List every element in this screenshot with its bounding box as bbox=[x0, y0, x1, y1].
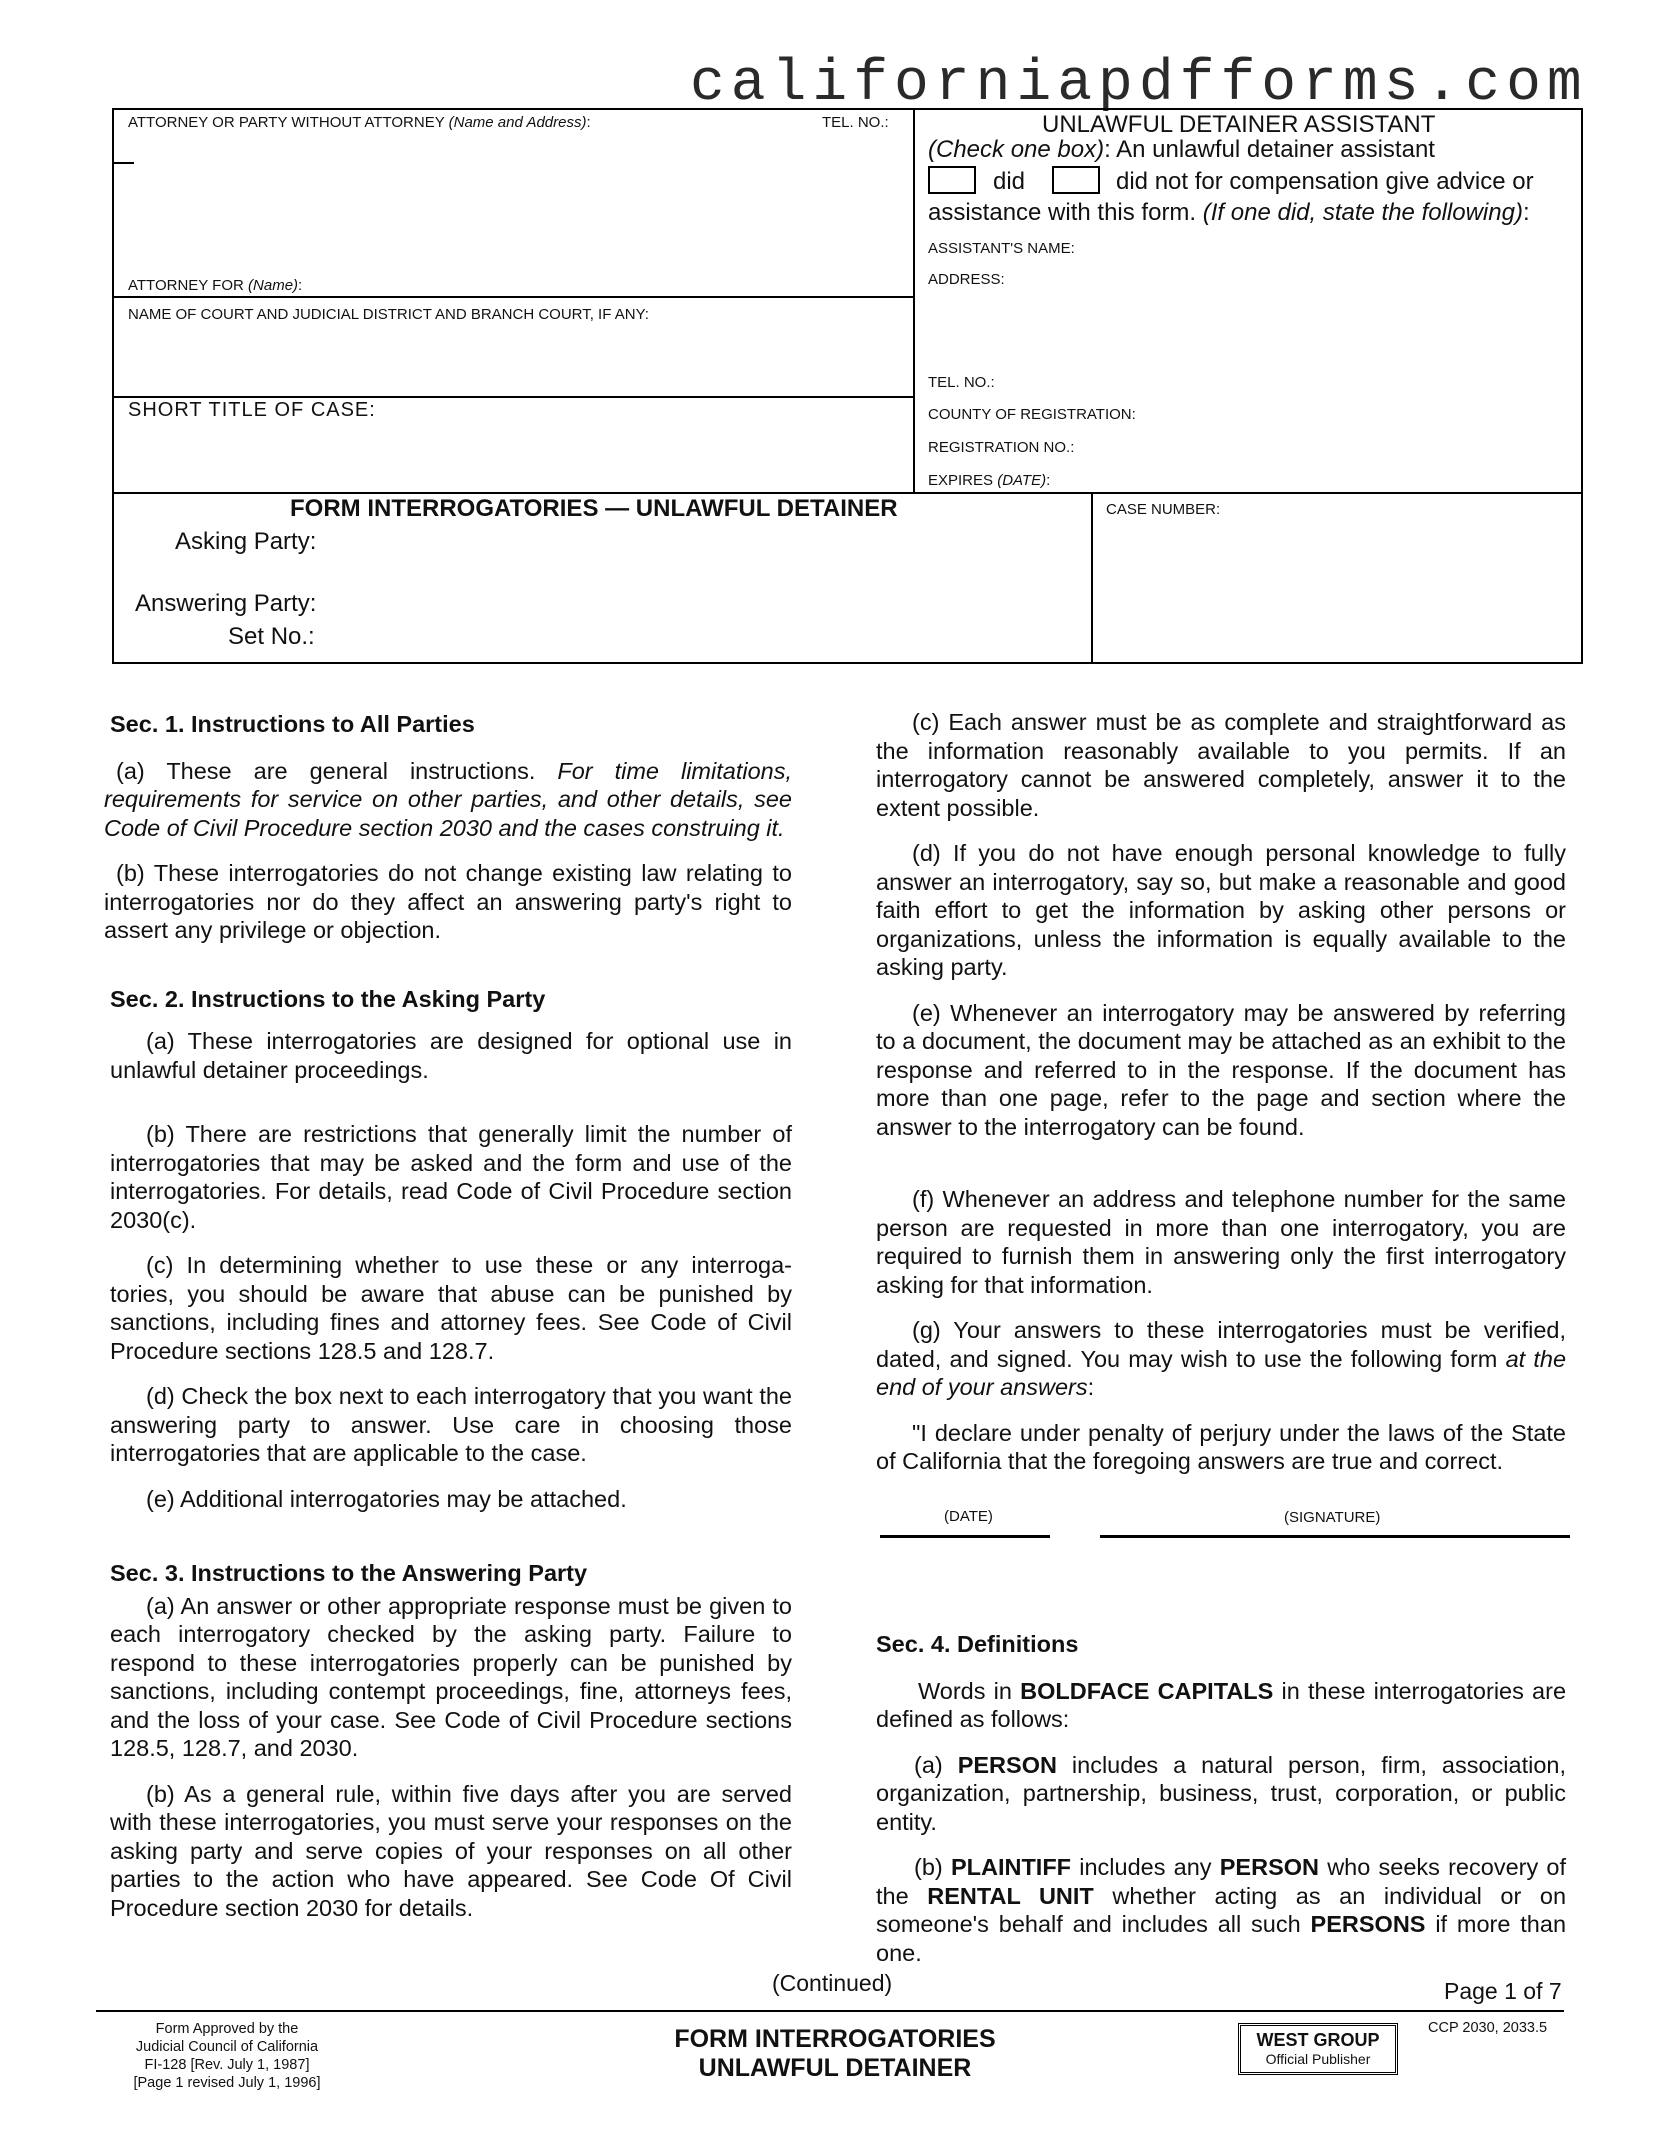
case-number-label: CASE NUMBER: bbox=[1106, 501, 1221, 518]
sec4-b: (b) PLAINTIFF includes any PERSON who seeks recovery of the RENTAL UNIT whether acting as an individual or on someone's behalf and includes all such PERSONS if more than one. bbox=[876, 1854, 1567, 1966]
approved-line1: Form Approved by the bbox=[155, 2021, 299, 2037]
sec3-b: (b) As a general rule, within five days after you are served with these interrogatories, you must serve your responses on the asking party and serve copies of your responses on all other parties to the action who have appeared. See Code Of Civil Procedure section 2030 for details. bbox=[110, 1780, 792, 1921]
sec1-a: (a) These are general instructions. For time limitations, requirements for service on other parties, and other details, see Code of Civil Procedure section 2030 and the cases construing it. bbox=[104, 757, 792, 841]
declaration: "I declare under penalty of perjury under the laws of the State of California that the foregoing answers are true and correct. bbox=[876, 1419, 1566, 1474]
footer-title-line1: FORM INTERROGATORIES bbox=[674, 2025, 996, 2053]
sec4-intro: Words in BOLDFACE CAPITALS in these interrogatories are defined as follows: bbox=[876, 1677, 1567, 1732]
instr-c: (c) Each answer must be as complete and straightforward as the information reasonably available to you permits. If an interrogatory cannot be answered completely, answer it to the extent possible. bbox=[876, 709, 1566, 821]
right-column bbox=[876, 708, 1566, 1493]
did-not-checkbox[interactable] bbox=[1052, 166, 1100, 194]
attorney-box bbox=[112, 108, 915, 298]
did-label: did bbox=[993, 168, 1026, 195]
assistant-address-label: ADDRESS: bbox=[928, 271, 1005, 288]
assistant-name-label: ASSISTANT'S NAME: bbox=[928, 240, 1075, 257]
sec2-heading: Sec. 2. Instructions to the Asking Party bbox=[110, 985, 546, 1012]
date-line[interactable] bbox=[880, 1535, 1050, 1538]
sec3-heading: Sec. 3. Instructions to the Answering Party bbox=[110, 1560, 588, 1586]
expires-label: EXPIRES (DATE): bbox=[928, 472, 1051, 489]
approved-line4: [Page 1 revised July 1, 1996] bbox=[133, 2075, 321, 2091]
sec2-d: (d) Check the box next to each interrogatory that you want the answering party to answer. Use care in choosing those interrogatories that are applicable to the case. bbox=[110, 1383, 792, 1466]
footer-title-line2: UNLAWFUL DETAINER bbox=[698, 2054, 972, 2082]
county-label: COUNTY OF REGISTRATION: bbox=[928, 406, 1136, 423]
publisher-badge bbox=[1238, 2023, 1398, 2075]
attorney-for-label: ATTORNEY FOR (Name): bbox=[128, 277, 303, 294]
left-column bbox=[104, 710, 792, 1939]
signature-line[interactable] bbox=[1100, 1535, 1570, 1538]
assistant-line1: (Check one box): An unlawful detainer assistant bbox=[928, 136, 1435, 163]
court-label: NAME OF COURT AND JUDICIAL DISTRICT AND BRANCH COURT, IF ANY: bbox=[128, 306, 649, 323]
publisher-role: Official Publisher bbox=[1265, 2051, 1371, 2067]
form-title: FORM INTERROGATORIES — UNLAWFUL DETAINER bbox=[290, 495, 898, 522]
continued-label: (Continued) bbox=[772, 1970, 893, 1996]
assistant-title: UNLAWFUL DETAINER ASSISTANT bbox=[1042, 111, 1436, 138]
set-no-label: Set No.: bbox=[228, 623, 315, 650]
regno-label: REGISTRATION NO.: bbox=[928, 439, 1075, 456]
sec1-b: (b) These interrogatories do not change existing law relating to interrogatories nor do they affect an answering party's right to assert any privilege or objection. bbox=[104, 860, 792, 943]
sec2-b: (b) There are restrictions that generally limit the number of interrogatories that may be asked and the form and use of the interrogatories. For details, read Code of Civil Procedure section 2030(c). bbox=[110, 1121, 792, 1233]
publisher-name: WEST GROUP bbox=[1256, 2030, 1380, 2050]
tel-label: TEL. NO.: bbox=[822, 114, 889, 131]
instr-d: (d) If you do not have enough personal knowledge to fully answer an interrogatory, say so, but make a reasonable and good faith effort to get the information by asking other persons or organizations, unless the information is equally available to the asking party. bbox=[876, 840, 1566, 980]
date-label: (DATE) bbox=[944, 1508, 993, 1525]
sec4-a: (a) PERSON includes a natural person, firm, association, organization, partnership, business, trust, corporation, or public entity. bbox=[876, 1751, 1567, 1835]
did-not-label: did not for compensation give advice or bbox=[1116, 168, 1534, 195]
page-number: Page 1 of 7 bbox=[1444, 1978, 1562, 2004]
attorney-name-line bbox=[114, 162, 134, 164]
signature-label: (SIGNATURE) bbox=[1284, 1509, 1381, 1526]
approved-line2: Judicial Council of California bbox=[135, 2039, 319, 2055]
code-reference: CCP 2030, 2033.5 bbox=[1428, 2020, 1548, 2036]
assistant-line3: assistance with this form. (If one did, state the following): bbox=[928, 199, 1530, 226]
watermark: californiapdfforms.com bbox=[690, 52, 1588, 117]
approved-line3: FI-128 [Rev. July 1, 1987] bbox=[144, 2057, 310, 2073]
instr-g: (g) Your answers to these interrogatories must be verified, dated, and signed. You may wish to use the following form at the end of your answers: bbox=[876, 1317, 1567, 1400]
footer-title bbox=[620, 2025, 1050, 2083]
attorney-label: ATTORNEY OR PARTY WITHOUT ATTORNEY (Name and Address): bbox=[128, 114, 591, 131]
approved-block bbox=[102, 2020, 352, 2092]
did-checkbox[interactable] bbox=[928, 166, 976, 194]
short-title-label: SHORT TITLE OF CASE: bbox=[128, 399, 376, 421]
answering-party-label: Answering Party: bbox=[135, 590, 317, 617]
sec4-heading: Sec. 4. Definitions bbox=[876, 1631, 1079, 1657]
sec2-e: (e) Additional interrogatories may be attached. bbox=[146, 1485, 627, 1512]
footer-rule bbox=[96, 2010, 1564, 2012]
sec4-block bbox=[876, 1630, 1566, 1984]
sec1-heading: Sec. 1. Instructions to All Parties bbox=[110, 711, 475, 737]
asking-party-label: Asking Party: bbox=[175, 528, 317, 555]
assistant-box bbox=[913, 108, 1583, 494]
instr-e: (e) Whenever an interrogatory may be answered by referring to a document, the document may be attached as an exhibit to the response and referred to in the response. If the document has more than one page, refer to the page and section where the answer to the interrogatory can be found. bbox=[876, 999, 1566, 1140]
assistant-tel-label: TEL. NO.: bbox=[928, 374, 995, 391]
sec2-c: (c) In determining whether to use these or any interroga-tories, you should be aware that abuse can be punished by sanctions, including fines and attorney fees. See Code of Civil Procedure sections 128.5 and 128.7. bbox=[110, 1252, 792, 1364]
instr-f: (f) Whenever an address and telephone number for the same person are requested in more than one interrogatory, you are required to furnish them in answering only the first interrogatory asking for that information. bbox=[876, 1186, 1566, 1298]
sec3-a: (a) An answer or other appropriate response must be given to each interrogatory checked by the asking party. Failure to respond to these interrogatories properly can be punished by sanctions, including contempt proceedings, fine, attorneys fees, and the loss of your case. See Code of Civil Procedure sections 128.5, 128.7, and 2030. bbox=[110, 1592, 792, 1761]
sec2-a: (a) These interrogatories are designed for optional use in unlawful detainer proceedings. bbox=[110, 1028, 792, 1083]
